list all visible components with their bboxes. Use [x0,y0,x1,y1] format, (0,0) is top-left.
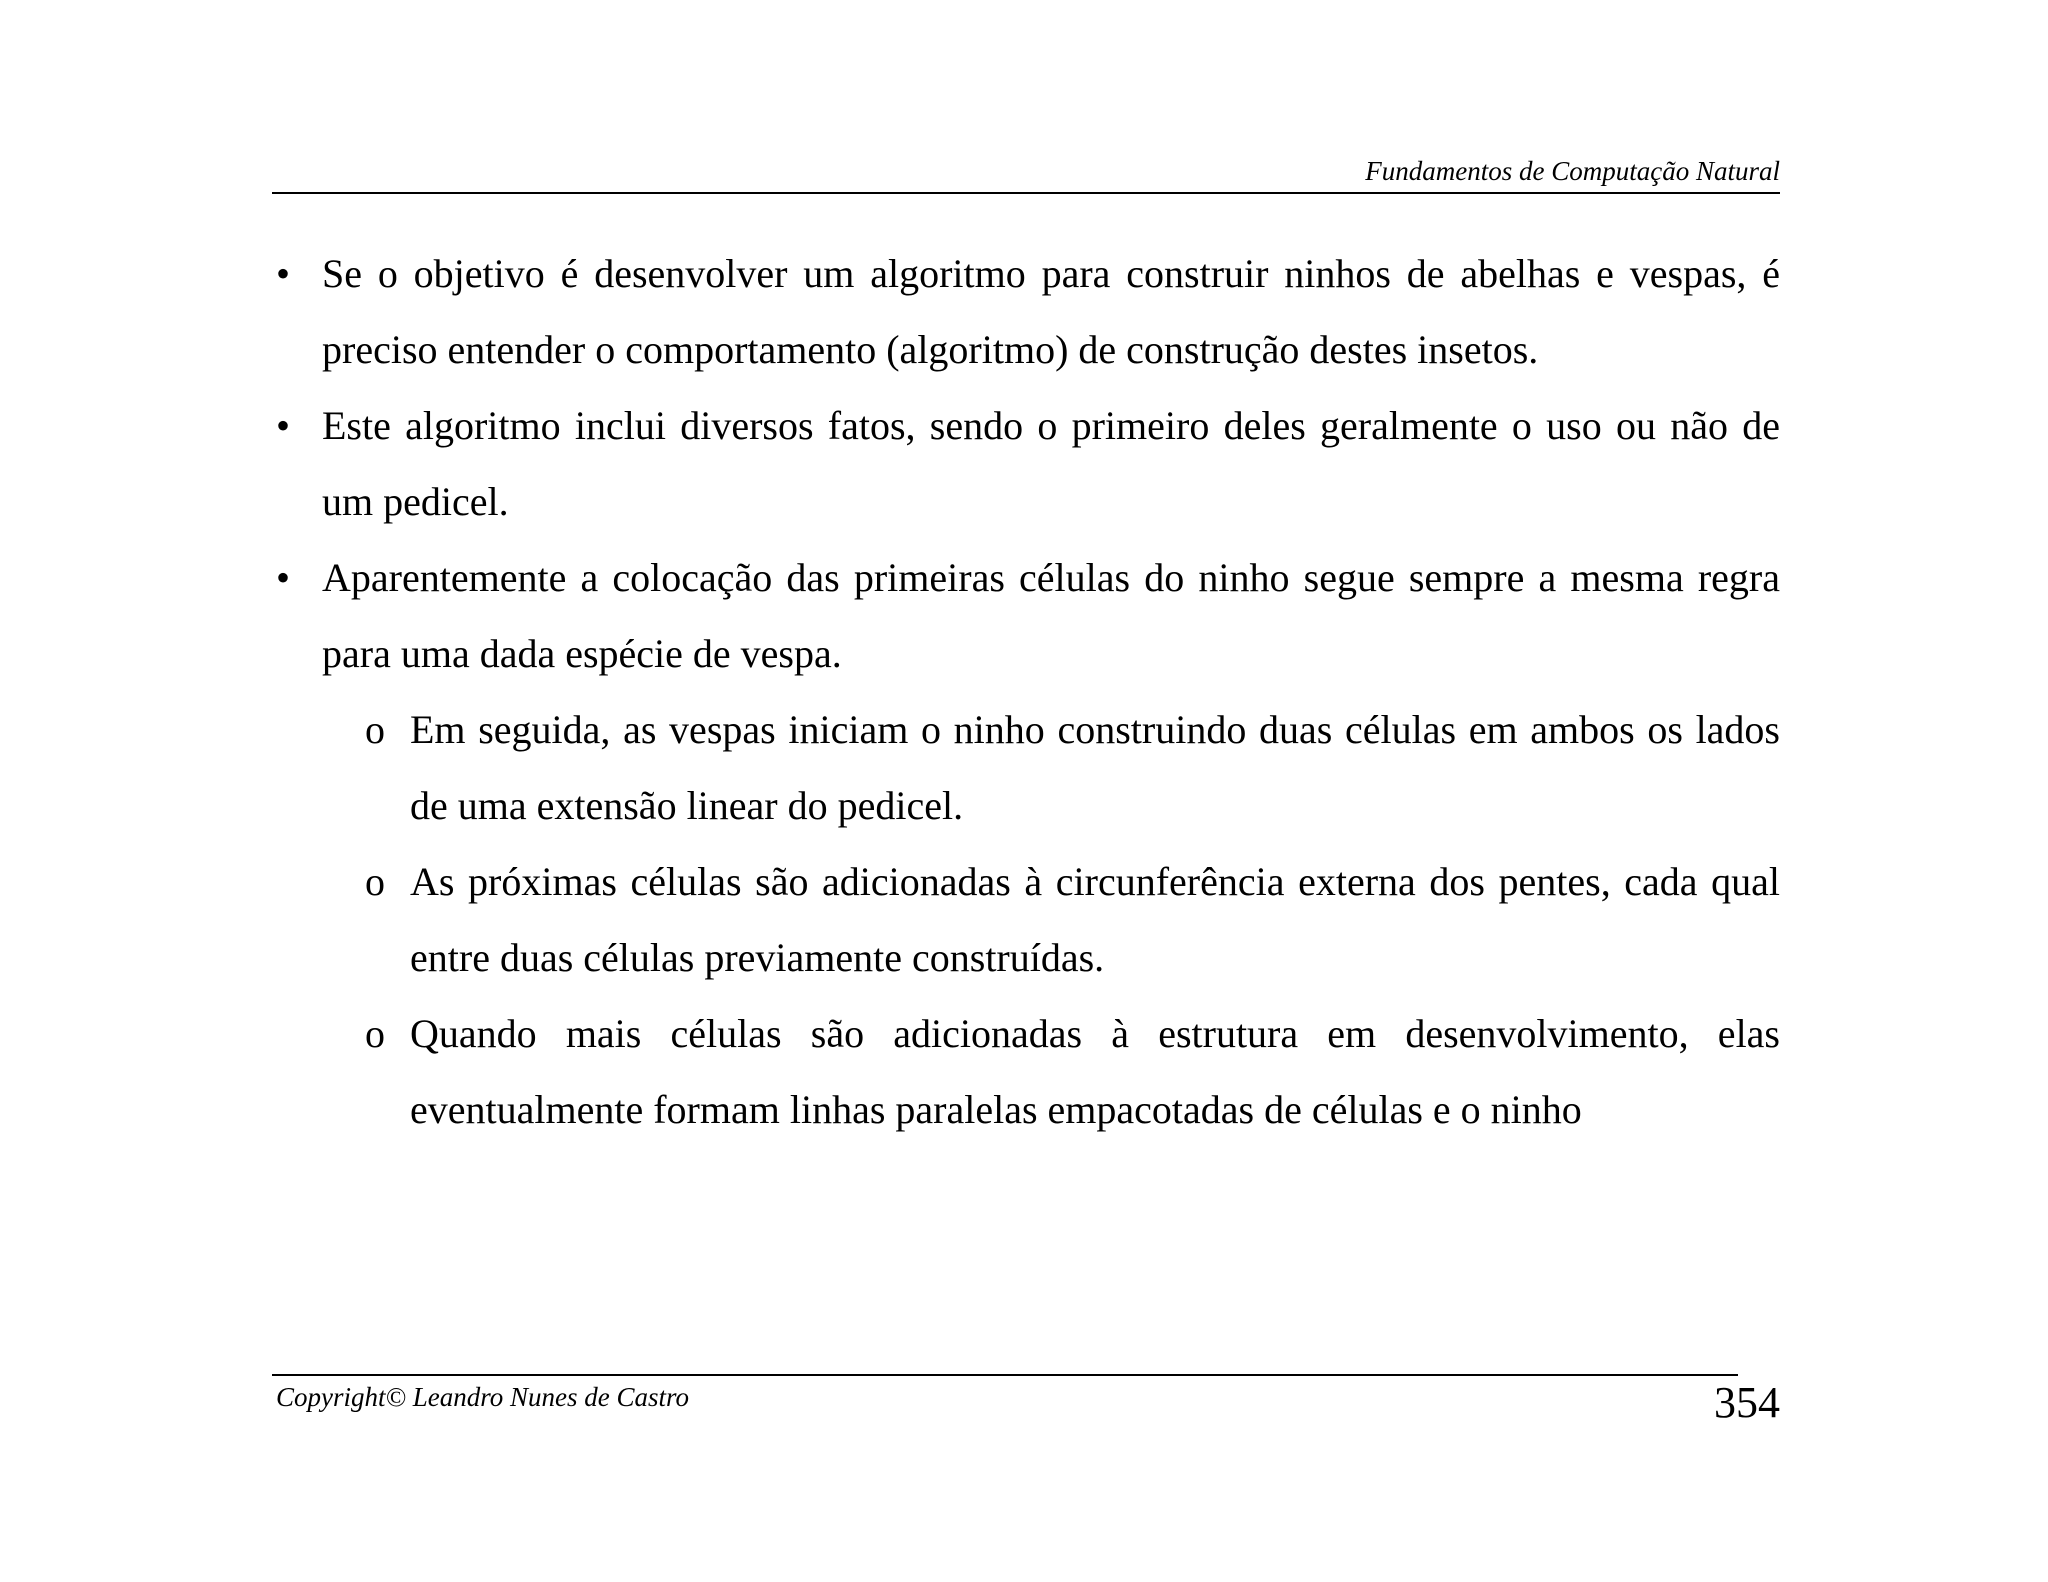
bullet-list [272,236,1780,1148]
sub-bullet-text: Quando mais células são adicionadas à estrutura em desenvolvimento, elas eventualmente formam linhas paralelas empacotadas de células e o ninho [410,1011,1780,1132]
bullet-text: Se o objetivo é desenvolver um algoritmo para construir ninhos de abelhas e vespas, é preciso entender o comportamento (algoritmo) de construção destes insetos. [322,251,1780,372]
bullet-text: Aparentemente a colocação das primeiras células do ninho segue sempre a mesma regra para uma dada espécie de vespa. [322,555,1780,676]
bullet-text: Este algoritmo inclui diversos fatos, sendo o primeiro deles geralmente o uso ou não de um pedicel. [322,403,1780,524]
sub-bullet-text: Em seguida, as vespas iniciam o ninho construindo duas células em ambos os lados de uma extensão linear do pedicel. [410,707,1780,828]
sub-bullet-text: As próximas células são adicionadas à circunferência externa dos pentes, cada qual entre duas células previamente construídas. [410,859,1780,980]
sub-bullet-marker: o [365,707,385,752]
sub-bullet-marker: o [365,1011,385,1056]
bullet-item [272,540,1780,1148]
bullet-item [272,236,1780,388]
footer-rule [272,1374,1738,1376]
sub-bullet-item [272,692,1780,844]
header-title: Fundamentos de Computação Natural [1365,156,1780,186]
running-header [272,150,1780,194]
copyright-notice: Copyright© Leandro Nunes de Castro [276,1382,690,1412]
sub-bullet-marker: o [365,859,385,904]
bullet-marker: • [275,555,290,600]
sub-bullet-item [272,844,1780,996]
page-number: 354 [1714,1378,1780,1427]
bullet-marker: • [275,403,290,448]
body-text [272,236,1780,1148]
sub-bullet-list [272,692,1780,1148]
running-footer [272,1374,1780,1434]
bullet-item [272,388,1780,540]
bullet-marker: • [275,251,290,296]
sub-bullet-item [272,996,1780,1148]
